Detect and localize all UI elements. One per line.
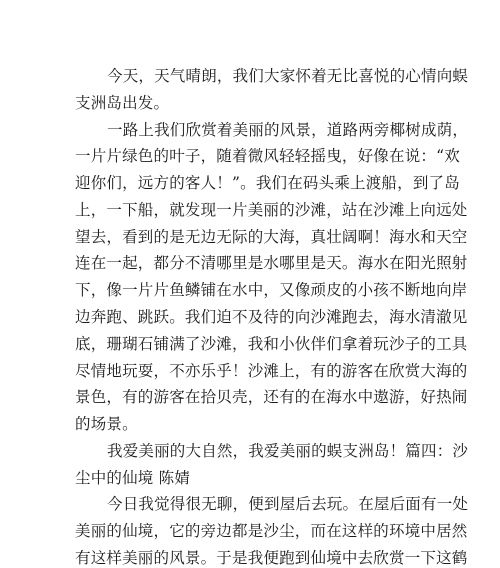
text-line: 上，一下船，就发现一片美丽的沙滩，站在沙滩上向远处	[75, 200, 468, 219]
text-line: 的场景。	[75, 415, 138, 434]
text-line: 今天，天气晴朗，我们大家怀着无比喜悦的心情向蜈	[107, 67, 469, 85]
text-line: 一片片绿色的叶子，随着微风轻轻摇曳，好像在说：“欢	[75, 147, 460, 166]
text-line: 一路上我们欣赏着美丽的风景，道路两旁椰树成荫，	[107, 120, 469, 139]
text-line: 景色，有的游客在拾贝壳，还有的在海水中遨游，好热闹	[75, 388, 468, 407]
text-line: 我爱美丽的大自然，我爱美丽的蜈支洲岛！篇四：沙	[107, 441, 469, 460]
text-line: 今日我觉得很无聊，便到屋后去玩。在屋后面有一处	[107, 495, 469, 514]
text-line: 尘中的仙境 陈婧	[75, 468, 191, 487]
text-line: 迎你们，远方的客人！”。我们在码头乘上渡船，到了岛	[75, 174, 460, 193]
text-line: 有这样美丽的风景。于是我便跑到仙境中去欣赏一下这鹤	[75, 549, 468, 567]
text-line: 尽情地玩耍，不亦乐乎！沙滩上，有的游客在欣赏大海的	[75, 361, 468, 380]
text-line: 下，像一片片鱼鳞铺在水中，又像顽皮的小孩不断地向岸	[75, 281, 468, 300]
text-line: 边奔跑、跳跃。我们迫不及待的向沙滩跑去，海水清澈见	[75, 308, 468, 326]
text-line: 连在一起，都分不清哪里是水哪里是天。海水在阳光照射	[75, 254, 468, 273]
text-line: 美丽的仙境，它的旁边都是沙尘，而在这样的环境中居然	[75, 522, 468, 541]
text-line: 望去，看到的是无边无际的大海，真壮阔啊！海水和天空	[75, 227, 468, 246]
text-line: 底，珊瑚石铺满了沙滩，我和小伙伴们拿着玩沙子的工具	[75, 334, 468, 353]
text-line: 支洲岛出发。	[75, 93, 170, 112]
